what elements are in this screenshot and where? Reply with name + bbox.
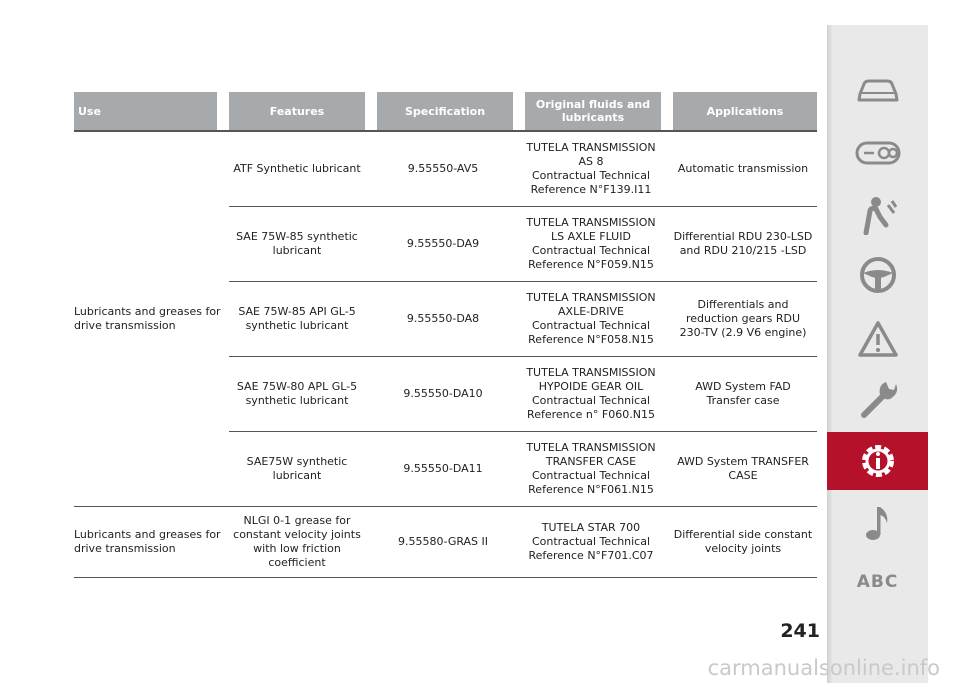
original-fluid-cell <box>513 507 661 577</box>
specification-cell: 9.55550-DA8 <box>406 312 480 325</box>
features-cell: ATF Synthetic lubricant <box>233 162 361 175</box>
group-rows <box>229 132 817 506</box>
nav-vehicle[interactable] <box>827 62 928 120</box>
specification-cell: 9.55550-DA11 <box>403 462 483 475</box>
table-row <box>229 432 817 506</box>
original-fluid-name: TUTELA TRANSMISSION TRANSFER CASE <box>526 441 656 468</box>
applications-cell: Differentials and reduction gears RDU 230-TV (2.9 V6 engine) <box>679 298 807 339</box>
original-fluid-cell <box>513 357 661 431</box>
nav-multimedia[interactable] <box>827 494 928 552</box>
use-cell: Lubricants and greases for drive transmission <box>74 305 221 332</box>
specification-cell: 9.55550-DA10 <box>403 387 483 400</box>
watermark: carmanualsonline.info <box>707 656 940 680</box>
seat-airbag-icon <box>856 195 900 235</box>
features-cell: SAE 75W-85 API GL-5 synthetic lubricant <box>238 305 356 332</box>
table-body <box>74 132 817 578</box>
header-original-line2: lubricants <box>561 111 625 124</box>
applications-cell: Differential side constant velocity joints <box>673 528 813 555</box>
table-row <box>229 357 817 432</box>
applications-cell: AWD System FAD Transfer case <box>695 380 791 407</box>
steering-wheel-icon <box>858 255 898 295</box>
original-fluid-cell <box>513 432 661 506</box>
nav-dashboard[interactable] <box>827 124 928 182</box>
nav-emergency[interactable] <box>827 310 928 368</box>
table-group-2 <box>74 507 817 578</box>
nav-technical-data[interactable] <box>827 432 928 490</box>
music-note-icon <box>863 503 893 543</box>
features-cell: SAE75W synthetic lubricant <box>246 455 348 482</box>
features-cell: NLGI 0-1 grease for constant velocity joints with low friction coefficient <box>233 514 361 569</box>
original-fluid-cell <box>513 132 661 206</box>
original-fluid-cell <box>513 207 661 281</box>
fluids-table <box>74 92 817 578</box>
table-row <box>229 282 817 357</box>
header-applications: Applications <box>673 92 817 130</box>
warning-triangle-icon <box>856 319 900 359</box>
applications-cell: AWD System TRANSFER CASE <box>677 455 809 482</box>
applications-cell: Differential RDU 230-LSD and RDU 210/215 -LSD <box>673 230 813 257</box>
technical-data-gear-icon <box>856 439 900 483</box>
nav-index-abc[interactable]: ABC <box>856 572 899 592</box>
applications-cell: Automatic transmission <box>677 162 809 175</box>
table-row <box>229 132 817 207</box>
nav-safety[interactable] <box>827 186 928 244</box>
nav-maintenance[interactable] <box>827 370 928 428</box>
original-fluid-name: TUTELA TRANSMISSION LS AXLE FLUID <box>526 216 656 243</box>
original-fluid-name: TUTELA TRANSMISSION HYPOIDE GEAR OIL <box>526 366 656 393</box>
page-number: 241 <box>780 620 820 642</box>
original-fluid-name: TUTELA STAR 700 <box>541 521 641 534</box>
table-header <box>74 92 817 132</box>
original-fluid-reference: Contractual Technical Reference n° F060.N15 <box>527 394 655 421</box>
original-fluid-cell <box>513 282 661 356</box>
header-original-fluids <box>525 92 661 130</box>
header-features: Features <box>229 92 365 130</box>
car-icon <box>855 76 901 106</box>
table-row <box>229 507 817 577</box>
original-fluid-reference: Contractual Technical Reference N°F139.I11 <box>530 169 652 196</box>
specification-cell: 9.55550-DA9 <box>406 237 480 250</box>
dashboard-gauges-icon <box>854 139 902 167</box>
specification-cell: 9.55580-GRAS II <box>397 535 489 548</box>
specification-cell: 9.55550-AV5 <box>407 162 479 175</box>
table-row <box>229 207 817 282</box>
original-fluid-name: TUTELA TRANSMISSION AS 8 <box>526 141 656 168</box>
use-cell: Lubricants and greases for drive transmission <box>74 528 221 555</box>
features-cell: SAE 75W-85 synthetic lubricant <box>236 230 358 257</box>
original-fluid-reference: Contractual Technical Reference N°F061.N15 <box>528 469 654 496</box>
nav-driving[interactable] <box>827 246 928 304</box>
header-specification: Specification <box>377 92 513 130</box>
original-fluid-name: TUTELA TRANSMISSION AXLE-DRIVE <box>526 291 656 318</box>
wrench-icon <box>856 377 900 421</box>
header-original-line1: Original fluids and <box>535 98 651 111</box>
original-fluid-reference: Contractual Technical Reference N°F059.N15 <box>528 244 654 271</box>
original-fluid-reference: Contractual Technical Reference N°F701.C07 <box>528 535 654 562</box>
header-use: Use <box>74 92 217 130</box>
group-rows <box>229 507 817 577</box>
table-group-1 <box>74 132 817 507</box>
original-fluid-reference: Contractual Technical Reference N°F058.N15 <box>528 319 654 346</box>
features-cell: SAE 75W-80 APL GL-5 synthetic lubricant <box>236 380 358 407</box>
